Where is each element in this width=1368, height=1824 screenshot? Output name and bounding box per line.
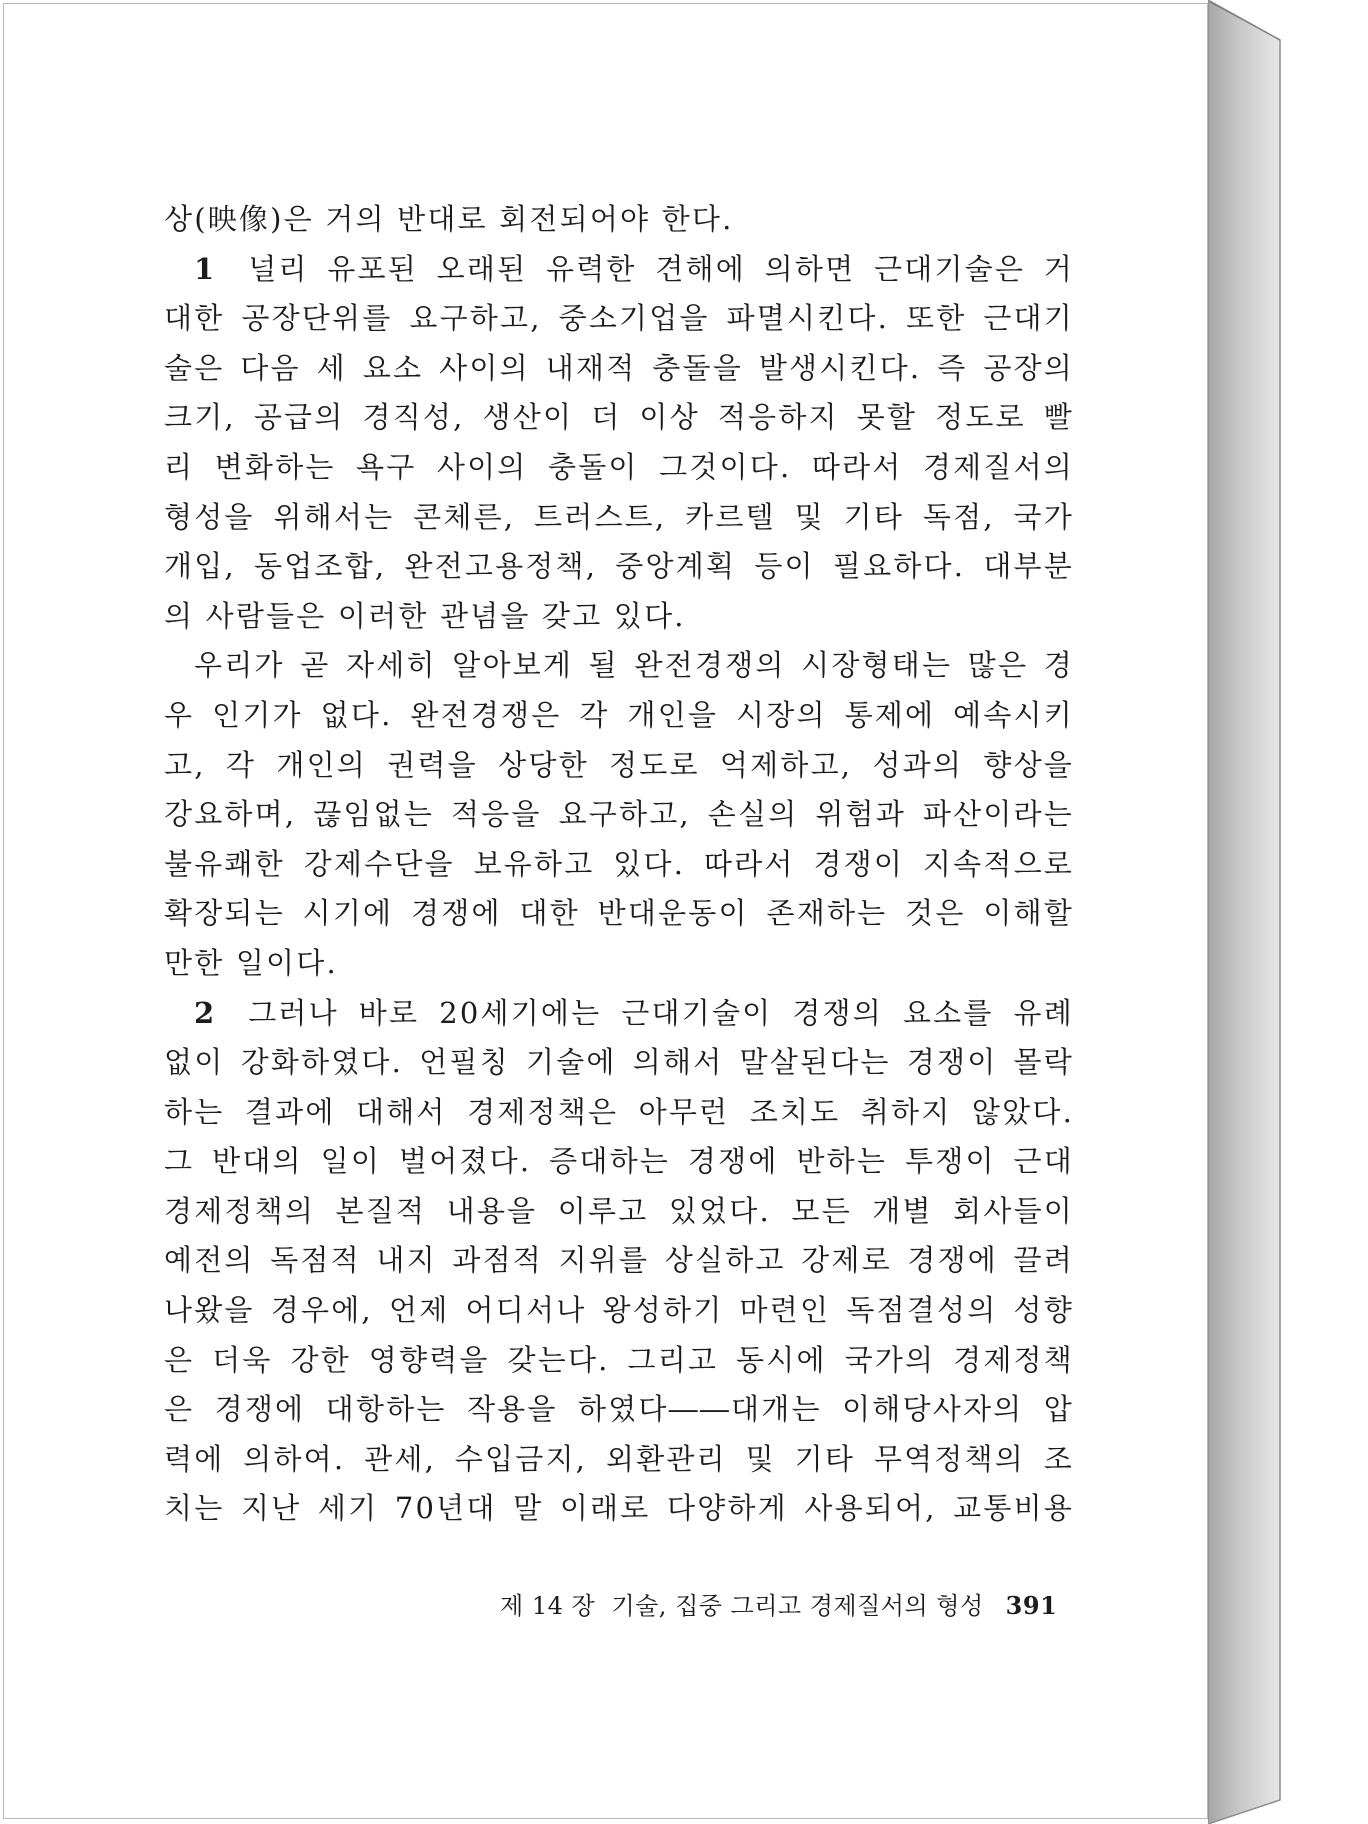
text-line: 상(映像)은 거의 반대로 회전되어야 한다. xyxy=(164,202,734,236)
chapter-label: 제 14 장 xyxy=(500,1592,596,1620)
text-line: 은 경쟁에 대항하는 작용을 하였다――대개는 이해당사자의 압 xyxy=(164,1392,1074,1427)
text-line: 경제정책의 본질적 내용을 이루고 있었다. 모든 개별 회사들이 xyxy=(164,1193,1074,1228)
text-line: 나왔을 경우에, 언제 어디서나 왕성하기 마련인 독점결성의 성향 xyxy=(164,1293,1074,1328)
section-number: 2 xyxy=(194,995,215,1030)
text-line: 불유쾌한 강제수단을 보유하고 있다. 따라서 경쟁이 지속적으로 xyxy=(164,846,1074,881)
book-edge xyxy=(1208,0,1368,1824)
text-line: 력에 의하여. 관세, 수입금지, 외환관리 및 기타 무역정책의 조 xyxy=(164,1441,1074,1476)
text-line: 리 변화하는 욕구 사이의 충돌이 그것이다. 따라서 경제질서의 xyxy=(164,449,1074,484)
text-line: 1 널리 유포된 오래된 유력한 견해에 의하면 근대기술은 거 xyxy=(194,251,1074,286)
section-number: 1 xyxy=(194,251,215,286)
text-line: 형성을 위해서는 콘체른, 트러스트, 카르텔 및 기타 독점, 국가 xyxy=(164,499,1074,534)
text-line: 하는 결과에 대해서 경제정책은 아무런 조치도 취하지 않았다. xyxy=(164,1094,1074,1129)
text-line: 우리가 곧 자세히 알아보게 될 완전경쟁의 시장형태는 많은 경 xyxy=(194,648,1074,683)
text-line: 고, 각 개인의 권력을 상당한 정도로 억제하고, 성과의 향상을 xyxy=(164,747,1074,782)
text-line: 예전의 독점적 내지 과점적 지위를 상실하고 강제로 경쟁에 끌려 xyxy=(164,1243,1074,1278)
text-line: 없이 강화하였다. 언필칭 기술에 의해서 말살된다는 경쟁이 몰락 xyxy=(164,1045,1074,1080)
book-edge-shape xyxy=(1208,0,1368,1824)
running-footer xyxy=(500,1586,1058,1621)
chapter-title: 기술, 집중 그리고 경제질서의 형성 xyxy=(611,1592,984,1620)
text-line: 대한 공장단위를 요구하고, 중소기업을 파멸시킨다. 또한 근대기 xyxy=(164,301,1074,336)
text-line: 우 인기가 없다. 완전경쟁은 각 개인을 시장의 통제에 예속시키 xyxy=(164,697,1074,732)
body-text xyxy=(164,195,1074,1534)
text-line: 강요하며, 끊임없는 적응을 요구하고, 손실의 위험과 파산이라는 xyxy=(164,797,1074,832)
text-line: 개입, 동업조합, 완전고용정책, 중앙계획 등이 필요하다. 대부분 xyxy=(164,549,1074,584)
text-line: 만한 일이다. xyxy=(164,945,338,980)
text-line: 의 사람들은 이러한 관념을 갖고 있다. xyxy=(164,598,686,633)
book-page xyxy=(3,3,1208,1819)
text-line: 2 그러나 바로 20세기에는 근대기술이 경쟁의 요소를 유례 xyxy=(194,995,1074,1030)
text-line: 은 더욱 강한 영향력을 갖는다. 그리고 동시에 국가의 경제정책 xyxy=(164,1342,1074,1377)
text-line: 치는 지난 세기 70년대 말 이래로 다양하게 사용되어, 교통비용 xyxy=(164,1491,1074,1526)
text-line: 확장되는 시기에 경쟁에 대한 반대운동이 존재하는 것은 이해할 xyxy=(164,896,1074,931)
text-line: 술은 다음 세 요소 사이의 내재적 충돌을 발생시킨다. 즉 공장의 xyxy=(164,350,1074,385)
text-line: 그 반대의 일이 벌어졌다. 증대하는 경쟁에 반하는 투쟁이 근대 xyxy=(164,1144,1074,1179)
text-line: 크기, 공급의 경직성, 생산이 더 이상 적응하지 못할 정도로 빨 xyxy=(164,400,1074,435)
page-number: 391 xyxy=(1005,1591,1058,1620)
